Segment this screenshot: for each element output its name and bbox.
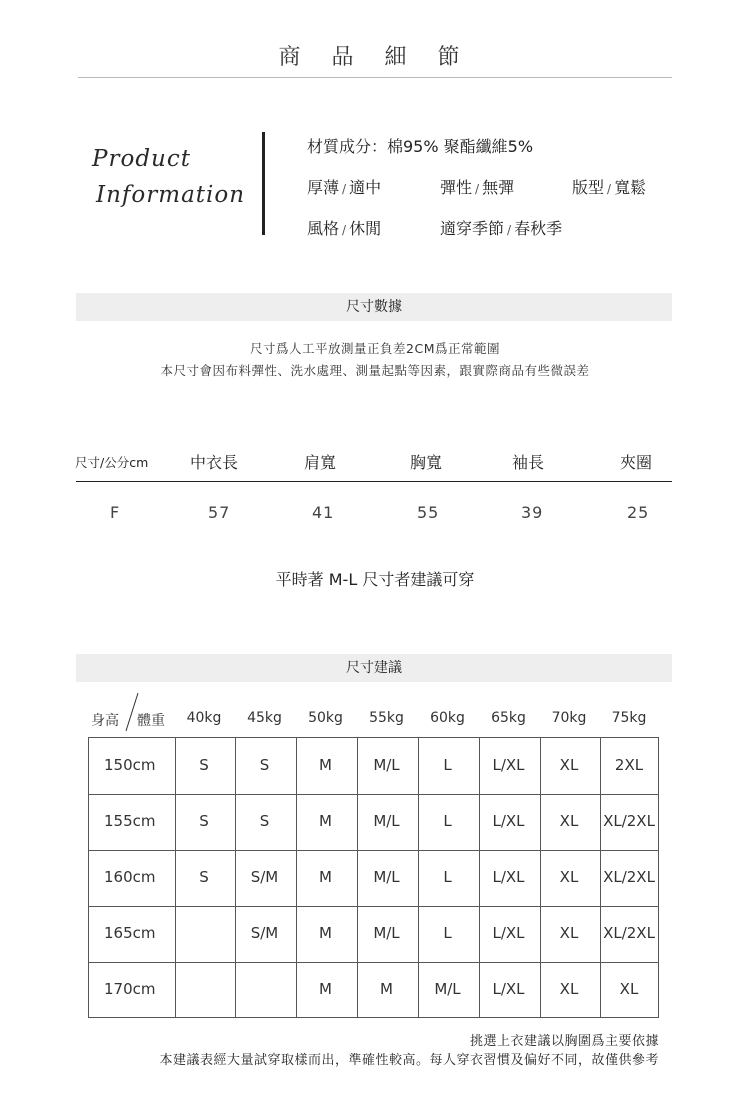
- size-cell: M/L: [373, 924, 400, 942]
- thickness-attr: [307, 175, 381, 198]
- size-cell: XL: [559, 980, 579, 998]
- size-cell: S/M: [250, 924, 279, 942]
- size-cell: L: [443, 812, 452, 830]
- measure-size-f: F: [110, 503, 121, 522]
- height-cell: 170cm: [104, 980, 156, 998]
- separator: /: [342, 223, 347, 237]
- style-label: 風格: [307, 219, 340, 238]
- fit-label: 版型: [572, 178, 605, 197]
- size-cell: XL/2XL: [603, 812, 655, 830]
- size-cell: XL/2XL: [603, 868, 655, 886]
- grid-line: [89, 850, 658, 851]
- weight-axis-label: 體重: [137, 713, 165, 729]
- size-cell: S: [199, 756, 209, 774]
- height-cell: 160cm: [104, 868, 156, 886]
- separator: /: [507, 223, 512, 237]
- measure-header-shoulder: 肩寬: [304, 453, 337, 472]
- fit-value: 寬鬆: [614, 178, 647, 197]
- measure-note-1: 尺寸爲人工平放測量正負差2CM爲正常範圍: [250, 341, 500, 356]
- measure-header-sleeve: 袖長: [512, 453, 545, 472]
- weight-header: 65kg: [491, 710, 526, 726]
- measure-header-chest: 胸寬: [410, 453, 443, 472]
- size-cell: S: [199, 812, 209, 830]
- size-data-band: 尺寸數據: [76, 293, 672, 321]
- separator: /: [607, 182, 612, 196]
- size-cell: L/XL: [492, 980, 525, 998]
- size-cell: M: [319, 756, 332, 774]
- grid-line: [89, 794, 658, 795]
- page-title: 商 品 細 節: [278, 45, 472, 70]
- thickness-value: 適中: [349, 178, 382, 197]
- size-cell: M/L: [373, 756, 400, 774]
- measure-header-length: 中衣長: [190, 453, 239, 472]
- measure-header-armhole: 夾圈: [620, 453, 653, 472]
- measure-value-chest: 55: [417, 503, 440, 522]
- footnote-2: 本建議表經大量試穿取樣而出，準確性較高。每人穿衣習慣及偏好不同，故僅供參考: [159, 1053, 659, 1068]
- weight-header: 60kg: [430, 710, 465, 726]
- measure-divider: [76, 481, 672, 482]
- material-text: 材質成分：棉95% 聚酯纖維5%: [307, 137, 534, 156]
- size-cell: M/L: [373, 812, 400, 830]
- measure-note-2: 本尺寸會因布料彈性、洗水處理、測量起點等因素，跟實際商品有些微誤差: [160, 363, 590, 378]
- weight-header: 50kg: [308, 710, 343, 726]
- size-cell: L/XL: [492, 924, 525, 942]
- style-attr: [307, 216, 381, 239]
- height-cell: 150cm: [104, 756, 156, 774]
- size-cell: S: [199, 868, 209, 886]
- height-cell: 155cm: [104, 812, 156, 830]
- footnote-1: 挑選上衣建議以胸圍爲主要依據: [469, 1034, 659, 1049]
- size-cell: L/XL: [492, 868, 525, 886]
- product-script-label: Product: [92, 146, 191, 172]
- measure-value-shoulder: 41: [312, 503, 335, 522]
- measure-value-armhole: 25: [627, 503, 650, 522]
- size-cell: M/L: [373, 868, 400, 886]
- thickness-label: 厚薄: [307, 178, 340, 197]
- weight-header: 40kg: [186, 710, 222, 726]
- size-cell: M/L: [434, 980, 461, 998]
- size-cell: S: [259, 756, 270, 774]
- size-cell: M: [319, 812, 332, 830]
- style-value: 休閒: [349, 219, 382, 238]
- size-cell: L/XL: [492, 812, 525, 830]
- size-advice-band: 尺寸建議: [76, 654, 672, 682]
- size-cell: L/XL: [492, 756, 525, 774]
- measure-value-sleeve: 39: [521, 503, 544, 522]
- information-script-label: Information: [96, 182, 246, 208]
- season-label: 適穿季節: [440, 219, 505, 238]
- info-vertical-bar: [262, 132, 265, 235]
- measure-header-unit: 尺寸/公分cm: [75, 455, 149, 470]
- elasticity-value: 無彈: [482, 178, 515, 197]
- size-cell: XL: [619, 980, 639, 998]
- size-cell: 2XL: [614, 756, 644, 774]
- weight-header: 55kg: [369, 710, 404, 726]
- weight-header: 75kg: [611, 710, 647, 726]
- size-cell: S: [259, 812, 270, 830]
- height-cell: 165cm: [104, 924, 156, 942]
- size-cell: M: [380, 980, 393, 998]
- separator: /: [475, 182, 480, 196]
- separator: /: [342, 182, 347, 196]
- size-cell: XL: [559, 924, 579, 942]
- size-cell: XL/2XL: [603, 924, 655, 942]
- weight-header: 45kg: [247, 710, 282, 726]
- measure-value-length: 57: [208, 503, 231, 522]
- grid-line: [89, 906, 658, 907]
- fit-attr: [572, 175, 646, 198]
- title-divider: [78, 77, 672, 78]
- season-attr: [440, 216, 562, 239]
- grid-line: [89, 962, 658, 963]
- elasticity-label: 彈性: [440, 178, 473, 197]
- size-cell: L: [443, 868, 452, 886]
- size-cell: M: [319, 980, 332, 998]
- season-value: 春秋季: [514, 219, 563, 238]
- size-cell: XL: [559, 812, 579, 830]
- elasticity-attr: [440, 175, 514, 198]
- size-cell: L: [443, 756, 452, 774]
- size-suggestion: 平時著 M-L 尺寸者建議可穿: [275, 570, 475, 589]
- size-cell: M: [319, 924, 332, 942]
- size-cell: L: [443, 924, 452, 942]
- weight-header: 70kg: [551, 710, 587, 726]
- size-cell: XL: [559, 756, 579, 774]
- size-cell: S/M: [250, 868, 279, 886]
- size-cell: M: [319, 868, 332, 886]
- size-cell: XL: [559, 868, 579, 886]
- height-axis-label: 身高: [91, 713, 119, 729]
